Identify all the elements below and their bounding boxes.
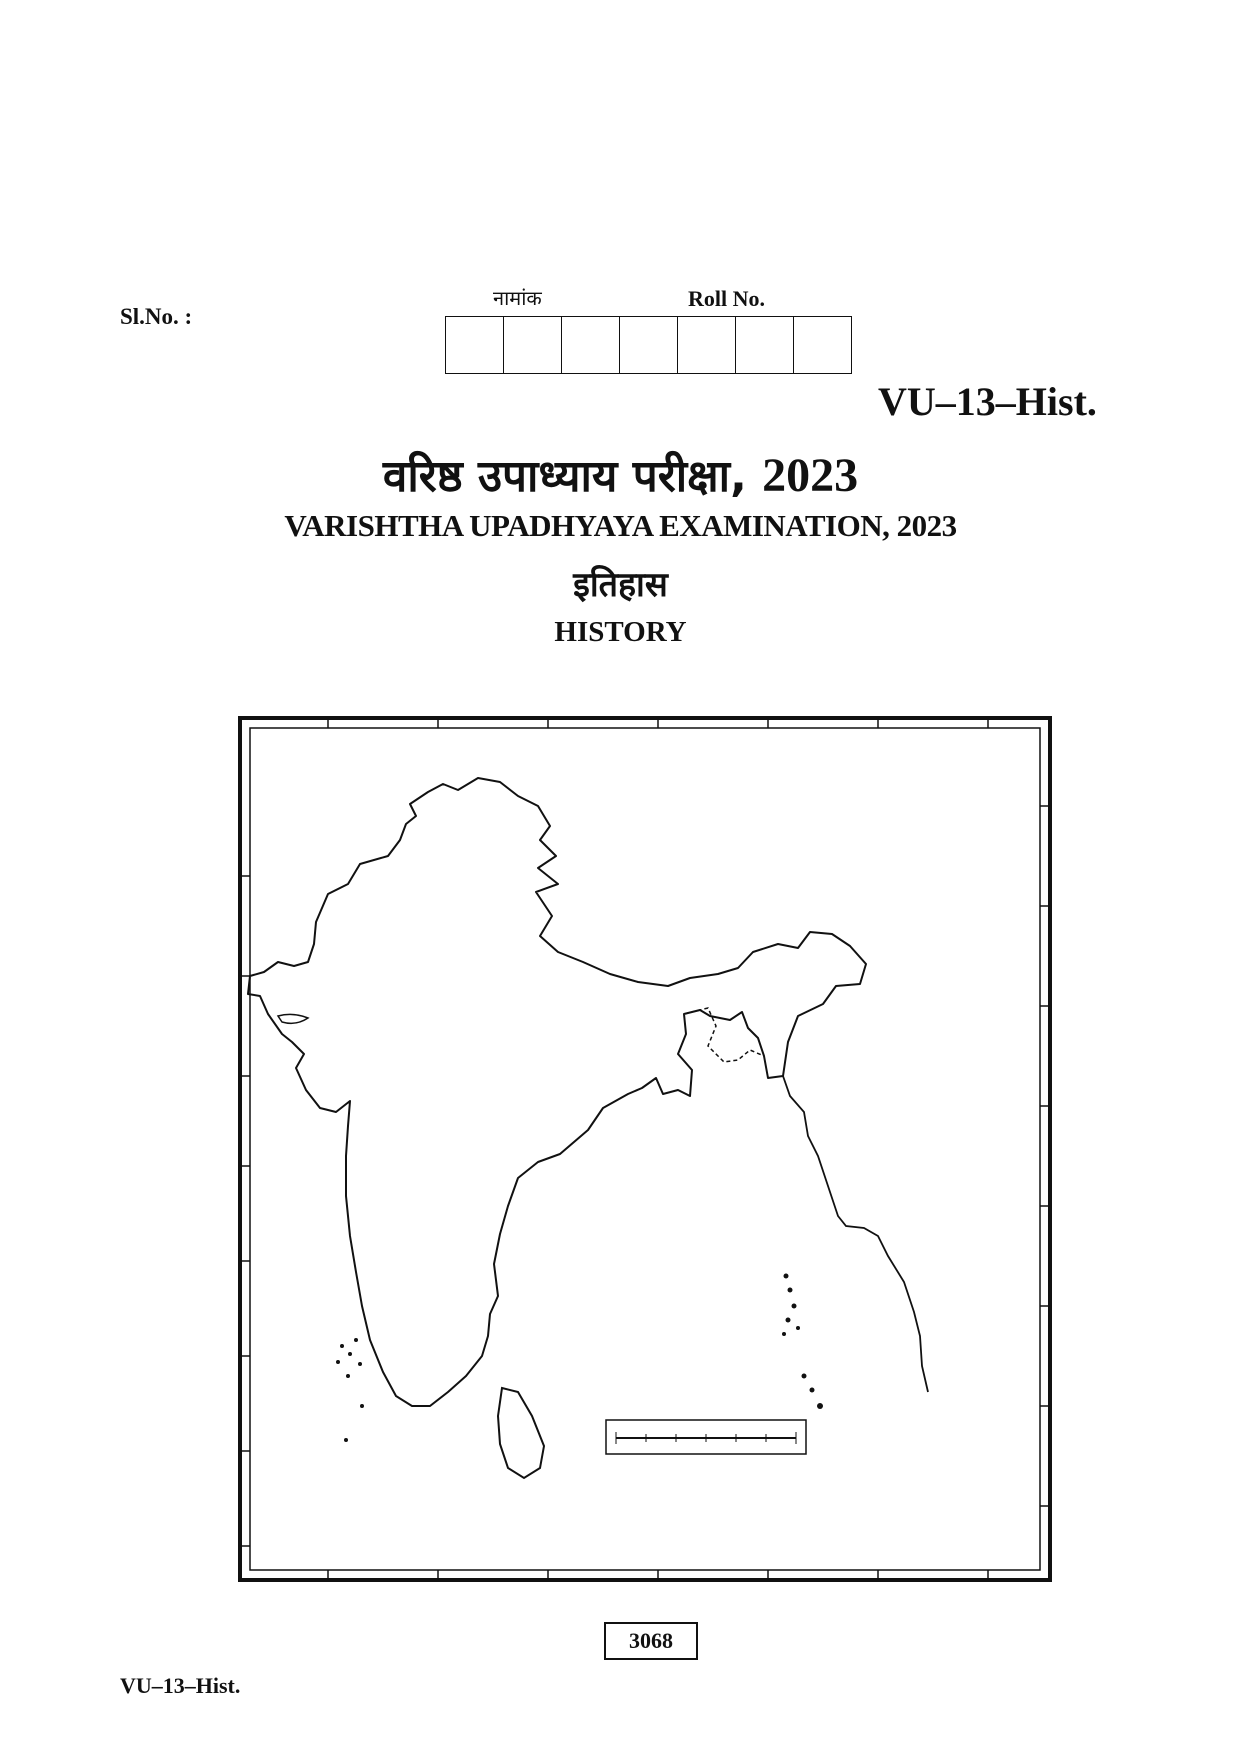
roll-digit-box[interactable] [678, 317, 736, 373]
paper-code-footer: VU–13–Hist. [120, 1673, 241, 1698]
serial-number-label: Sl.No. : [120, 304, 193, 329]
roll-digit-box[interactable] [562, 317, 620, 373]
roll-digit-box[interactable] [446, 317, 504, 373]
india-outline-map [238, 716, 1052, 1584]
myanmar-coast [783, 1076, 928, 1392]
roll-digit-box[interactable] [794, 317, 851, 373]
roll-label-hindi: नामांक [493, 286, 542, 310]
roll-digit-box[interactable] [620, 317, 678, 373]
bangladesh-border [684, 1008, 764, 1062]
subject-english: HISTORY [554, 616, 687, 648]
subject-hindi: इतिहास [573, 565, 668, 605]
roll-number-boxes[interactable] [445, 316, 852, 374]
page-number-box: 3068 [604, 1622, 698, 1660]
sri-lanka-outline [498, 1388, 544, 1478]
exam-title-hindi [0, 444, 1241, 504]
exam-title-english: VARISHTHA UPADHYAYA EXAMINATION, 2023 [284, 508, 957, 543]
india-outline [248, 778, 866, 1406]
exam-title-hindi-text: वरिष्ठ उपाध्याय परीक्षा, [382, 451, 747, 502]
roll-label-english: Roll No. [688, 286, 765, 311]
map-inner-frame [250, 728, 1040, 1570]
map-graticule-ticks [240, 718, 1050, 1580]
exam-year: 2023 [762, 449, 859, 502]
roll-digit-box[interactable] [504, 317, 562, 373]
islands [336, 1274, 823, 1443]
gulf-of-kutch [278, 1014, 308, 1023]
map-outer-frame [240, 718, 1050, 1580]
roll-digit-box[interactable] [736, 317, 794, 373]
paper-code-header: VU–13–Hist. [878, 379, 1097, 424]
